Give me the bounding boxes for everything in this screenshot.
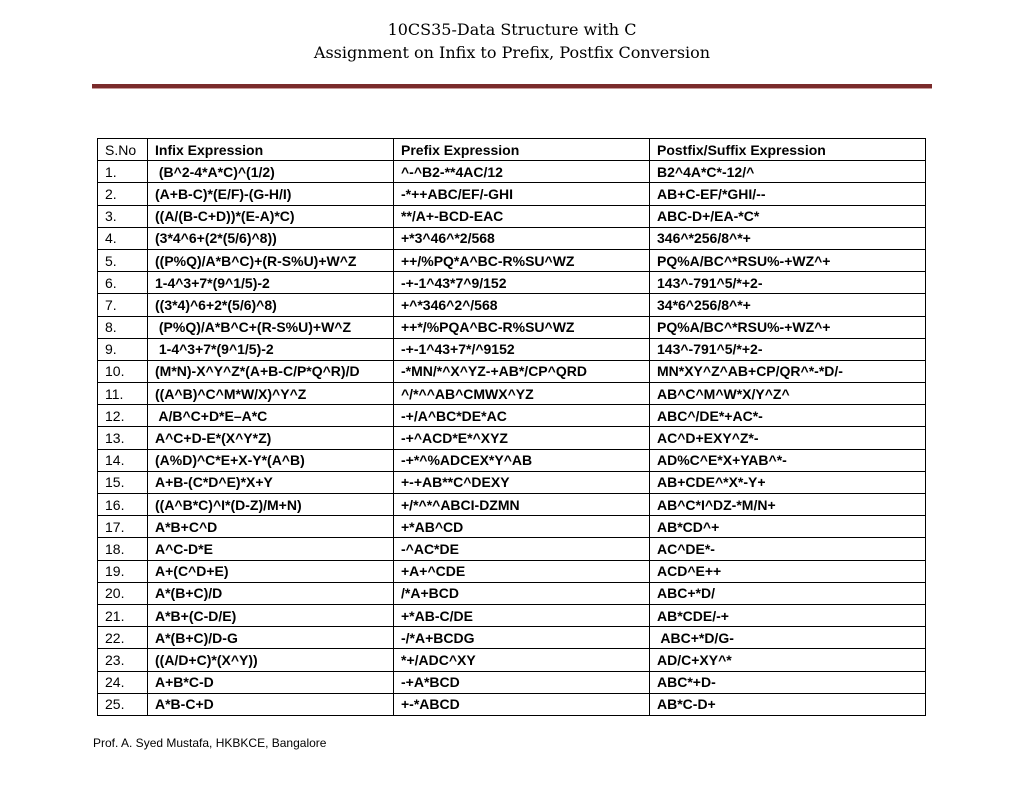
cell-sno: 9. [98, 338, 148, 360]
cell-prefix: -+^ACD*E*^XYZ [394, 427, 650, 449]
table-row [98, 449, 926, 471]
cell-sno: 19. [98, 560, 148, 582]
cell-prefix: -+A*BCD [394, 671, 650, 693]
cell-postfix: AB^C^M^W*X/Y^Z^ [650, 383, 926, 405]
cell-sno: 21. [98, 604, 148, 626]
cell-postfix: PQ%A/BC^*RSU%-+WZ^+ [650, 249, 926, 271]
cell-sno: 3. [98, 205, 148, 227]
table-row [98, 383, 926, 405]
cell-infix: A^C+D-E*(X^Y*Z) [148, 427, 394, 449]
cell-postfix: 143^-791^5/*+2- [650, 338, 926, 360]
cell-postfix: AC^D+EXY^Z*- [650, 427, 926, 449]
cell-prefix: +A+^CDE [394, 560, 650, 582]
cell-sno: 15. [98, 471, 148, 493]
cell-prefix: ^/*^^AB^CMWX^YZ [394, 383, 650, 405]
footer-author: Prof. A. Syed Mustafa, HKBKCE, Bangalore [93, 736, 327, 750]
cell-infix: (3*4^6+(2*(5/6)^8)) [148, 227, 394, 249]
cell-prefix: +-*ABCD [394, 693, 650, 715]
table-row [98, 249, 926, 271]
cell-infix: A+(C^D+E) [148, 560, 394, 582]
column-header-prefix: Prefix Expression [394, 139, 650, 161]
cell-prefix: +-+AB**C^DEXY [394, 471, 650, 493]
table-row [98, 582, 926, 604]
cell-postfix: ABC*+D- [650, 671, 926, 693]
cell-postfix: PQ%A/BC^*RSU%-+WZ^+ [650, 316, 926, 338]
cell-prefix: -/*A+BCDG [394, 627, 650, 649]
cell-postfix: 346^*256/8^*+ [650, 227, 926, 249]
cell-infix: 1-4^3+7*(9^1/5)-2 [148, 338, 394, 360]
course-title: 10CS35-Data Structure with C [387, 20, 637, 39]
cell-sno: 14. [98, 449, 148, 471]
cell-postfix: ABC^/DE*+AC*- [650, 405, 926, 427]
table-row [98, 627, 926, 649]
cell-sno: 25. [98, 693, 148, 715]
cell-postfix: 143^-791^5/*+2- [650, 272, 926, 294]
cell-sno: 7. [98, 294, 148, 316]
column-header-postfix: Postfix/Suffix Expression [650, 139, 926, 161]
cell-postfix: AD/C+XY^* [650, 649, 926, 671]
table-row [98, 604, 926, 626]
cell-sno: 12. [98, 405, 148, 427]
cell-infix: A+B*C-D [148, 671, 394, 693]
table-row [98, 183, 926, 205]
cell-sno: 10. [98, 360, 148, 382]
cell-sno: 8. [98, 316, 148, 338]
table-row [98, 471, 926, 493]
table-header-row [98, 139, 926, 161]
cell-infix: A*B+(C-D/E) [148, 604, 394, 626]
cell-infix: A^C-D*E [148, 538, 394, 560]
cell-infix: A*B+C^D [148, 516, 394, 538]
cell-prefix: -*++ABC/EF/-GHI [394, 183, 650, 205]
cell-prefix: ^-^B2-**4AC/12 [394, 161, 650, 183]
column-header-sno: S.No [98, 139, 148, 161]
cell-infix: ((A/(B-C+D))*(E-A)*C) [148, 205, 394, 227]
cell-infix: ((A^B)^C^M*W/X)^Y^Z [148, 383, 394, 405]
cell-prefix: /*A+BCD [394, 582, 650, 604]
page-header [0, 18, 1024, 64]
cell-sno: 23. [98, 649, 148, 671]
cell-postfix: AB+CDE^*X*-Y+ [650, 471, 926, 493]
cell-infix: A*B-C+D [148, 693, 394, 715]
cell-prefix: -+/A^BC*DE*AC [394, 405, 650, 427]
cell-postfix: AB*CD^+ [650, 516, 926, 538]
cell-infix: (P%Q)/A*B^C+(R-S%U)+W^Z [148, 316, 394, 338]
cell-prefix: +^*346^2^/568 [394, 294, 650, 316]
cell-sno: 4. [98, 227, 148, 249]
cell-prefix: -+-1^43*7^9/152 [394, 272, 650, 294]
table-row [98, 560, 926, 582]
cell-infix: A/B^C+D*E–A*C [148, 405, 394, 427]
cell-prefix: ++*/%PQA^BC-R%SU^WZ [394, 316, 650, 338]
table-row [98, 338, 926, 360]
cell-sno: 11. [98, 383, 148, 405]
cell-sno: 5. [98, 249, 148, 271]
cell-prefix: *+/ADC^XY [394, 649, 650, 671]
cell-infix: A+B-(C*D^E)*X+Y [148, 471, 394, 493]
cell-prefix: -+-1^43+7*/^9152 [394, 338, 650, 360]
cell-postfix: AB+C-EF/*GHI/-- [650, 183, 926, 205]
cell-prefix: -^AC*DE [394, 538, 650, 560]
table-row [98, 671, 926, 693]
cell-postfix: B2^4A*C*-12/^ [650, 161, 926, 183]
cell-prefix: +*AB-C/DE [394, 604, 650, 626]
cell-postfix: ACD^E++ [650, 560, 926, 582]
column-header-infix: Infix Expression [148, 139, 394, 161]
cell-infix: A*(B+C)/D-G [148, 627, 394, 649]
cell-sno: 6. [98, 272, 148, 294]
cell-postfix: AB*C-D+ [650, 693, 926, 715]
cell-postfix: 34*6^256/8^*+ [650, 294, 926, 316]
cell-postfix: ABC-D+/EA-*C* [650, 205, 926, 227]
cell-postfix: AD%C^E*X+YAB^*- [650, 449, 926, 471]
cell-sno: 13. [98, 427, 148, 449]
cell-infix: (B^2-4*A*C)^(1/2) [148, 161, 394, 183]
cell-postfix: AC^DE*- [650, 538, 926, 560]
cell-infix: (M*N)-X^Y^Z*(A+B-C/P*Q^R)/D [148, 360, 394, 382]
cell-infix: A*(B+C)/D [148, 582, 394, 604]
cell-sno: 16. [98, 494, 148, 516]
conversion-table [97, 138, 926, 716]
cell-postfix: MN*XY^Z^AB+CP/QR^*-*D/- [650, 360, 926, 382]
cell-postfix: ABC+*D/ [650, 582, 926, 604]
cell-prefix: +*AB^CD [394, 516, 650, 538]
assignment-title: Assignment on Infix to Prefix, Postfix Conversion [313, 43, 711, 62]
cell-prefix: -*MN/*^X^YZ-+AB*/CP^QRD [394, 360, 650, 382]
cell-postfix: ABC+*D/G- [650, 627, 926, 649]
cell-infix: 1-4^3+7*(9^1/5)-2 [148, 272, 394, 294]
cell-infix: (A%D)^C*E+X-Y*(A^B) [148, 449, 394, 471]
table-row [98, 272, 926, 294]
cell-infix: ((3*4)^6+2*(5/6)^8) [148, 294, 394, 316]
cell-sno: 24. [98, 671, 148, 693]
table-body [98, 161, 926, 716]
cell-infix: ((A^B*C)^I*(D-Z)/M+N) [148, 494, 394, 516]
cell-infix: (A+B-C)*(E/F)-(G-H/I) [148, 183, 394, 205]
table-row [98, 316, 926, 338]
table-row [98, 405, 926, 427]
cell-sno: 2. [98, 183, 148, 205]
header-divider [92, 84, 932, 89]
cell-postfix: AB*CDE/-+ [650, 604, 926, 626]
table-row [98, 227, 926, 249]
cell-sno: 22. [98, 627, 148, 649]
cell-postfix: AB^C*I^DZ-*M/N+ [650, 494, 926, 516]
table-row [98, 427, 926, 449]
cell-prefix: +*3^46^*2/568 [394, 227, 650, 249]
cell-sno: 1. [98, 161, 148, 183]
table-row [98, 693, 926, 715]
table-row [98, 538, 926, 560]
cell-prefix: +/*^*^ABCI-DZMN [394, 494, 650, 516]
cell-sno: 18. [98, 538, 148, 560]
table-row [98, 360, 926, 382]
table-row [98, 161, 926, 183]
cell-infix: ((A/D+C)*(X^Y)) [148, 649, 394, 671]
cell-sno: 20. [98, 582, 148, 604]
table-row [98, 294, 926, 316]
table-row [98, 649, 926, 671]
cell-infix: ((P%Q)/A*B^C)+(R-S%U)+W^Z [148, 249, 394, 271]
table-row [98, 205, 926, 227]
cell-prefix: ++/%PQ*A^BC-R%SU^WZ [394, 249, 650, 271]
table-row [98, 516, 926, 538]
table-row [98, 494, 926, 516]
cell-prefix: **/A+-BCD-EAC [394, 205, 650, 227]
cell-sno: 17. [98, 516, 148, 538]
cell-prefix: -+*^%ADCEX*Y^AB [394, 449, 650, 471]
